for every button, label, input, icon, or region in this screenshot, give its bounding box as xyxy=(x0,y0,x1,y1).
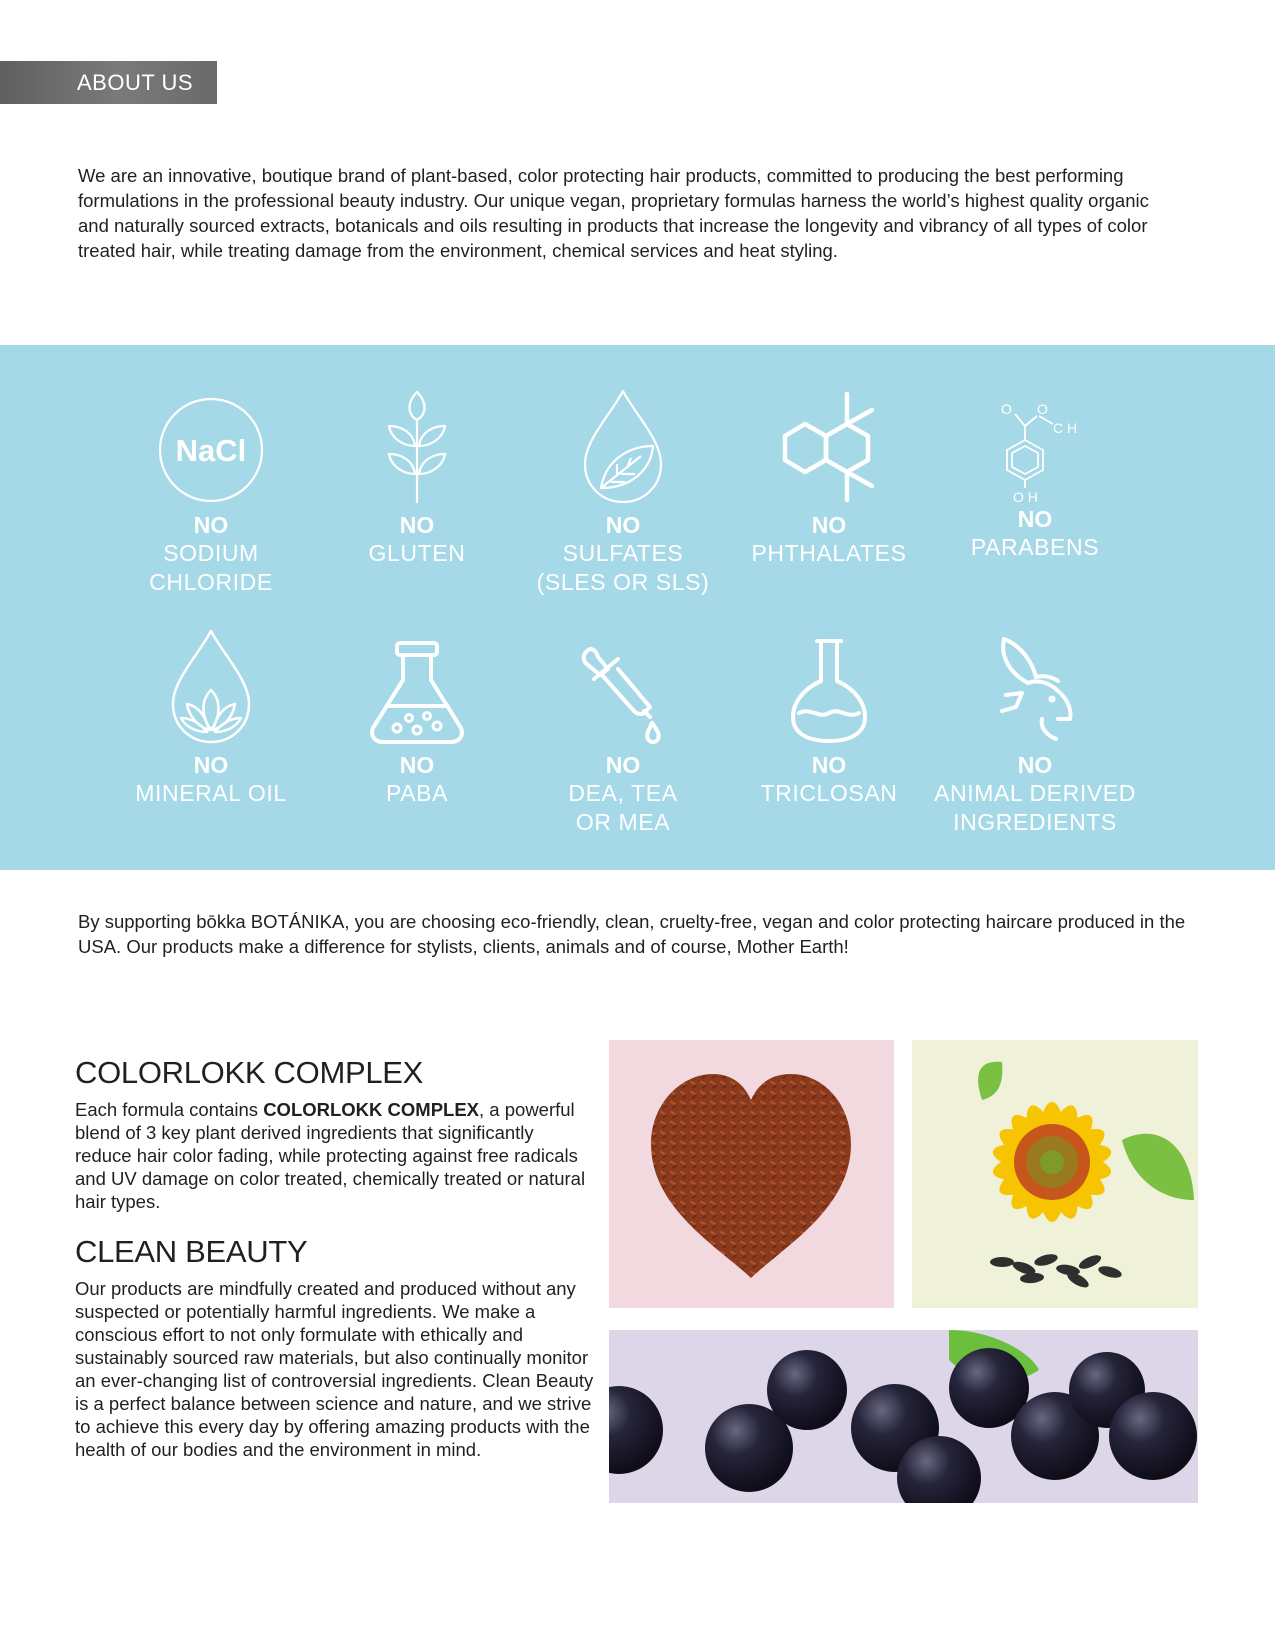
svg-text:O: O xyxy=(1001,401,1012,417)
feature-no: NO xyxy=(1017,506,1053,532)
nacl-icon xyxy=(156,395,266,505)
feature-no: NO xyxy=(399,512,435,538)
svg-text:C H: C H xyxy=(1053,420,1078,436)
paraben-structure-icon xyxy=(987,400,1083,505)
feature-no-phthalates xyxy=(724,388,934,568)
feature-label: SULFATES (SLES OR SLS) xyxy=(536,540,710,595)
clean-beauty-title: CLEAN BEAUTY xyxy=(75,1234,308,1269)
feature-no-triclosan xyxy=(724,637,934,808)
round-flask-icon xyxy=(789,637,869,745)
rabbit-icon xyxy=(992,635,1078,745)
feature-no-sodium-chloride xyxy=(106,395,316,597)
outro-paragraph: By supporting bōkka BOTÁNIKA, you are choosing eco-friendly, clean, cruelty-free, vegan and color protecting haircare produced in the USA. Our products make a difference for stylists, clients, animals and of course, Mother Earth! xyxy=(78,911,1186,957)
feature-label: DEA, TEA OR MEA xyxy=(568,780,678,835)
feature-label: PHTHALATES xyxy=(751,540,907,566)
colorlokk-body: Each formula contains COLORLOKK COMPLEX, a powerful blend of 3 key plant derived ingredients that significantly reduce hair color fading, while protecting against free radicals and UV damage on color treated, chemically treated or natural hair types. xyxy=(75,1099,586,1212)
feature-label: MINERAL OIL xyxy=(135,780,287,806)
leaf-drop-icon xyxy=(581,388,665,505)
feature-no-mineral-oil xyxy=(106,628,316,808)
sunflower-image xyxy=(912,1040,1198,1308)
rooibos-heart-image xyxy=(609,1040,894,1308)
feature-no-paba xyxy=(312,640,522,808)
feature-no: NO xyxy=(1017,752,1053,778)
feature-no: NO xyxy=(811,752,847,778)
feature-label: ANIMAL DERIVED INGREDIENTS xyxy=(934,780,1136,835)
dropper-icon xyxy=(578,645,668,745)
feature-label: PABA xyxy=(385,780,449,806)
section-header-label: ABOUT US xyxy=(77,69,194,95)
feature-no: NO xyxy=(399,752,435,778)
feature-no-parabens xyxy=(930,400,1140,562)
feature-label: TRICLOSAN xyxy=(760,780,898,806)
feature-no: NO xyxy=(193,752,229,778)
svg-text:NaCl: NaCl xyxy=(175,433,247,468)
svg-text:O: O xyxy=(1037,401,1048,417)
feature-no-animal-derived xyxy=(930,635,1140,837)
feature-no: NO xyxy=(605,752,641,778)
svg-text:O H: O H xyxy=(1013,489,1038,505)
feature-label: SODIUM CHLORIDE xyxy=(149,540,273,595)
molecule-icon xyxy=(774,388,884,505)
feature-label: PARABENS xyxy=(970,534,1100,560)
feature-no: NO xyxy=(193,512,229,538)
colorlokk-title: COLORLOKK COMPLEX xyxy=(75,1055,424,1090)
feature-label: GLUTEN xyxy=(368,540,466,566)
feature-no: NO xyxy=(811,512,847,538)
free-from-band xyxy=(0,345,1275,870)
feature-no-gluten xyxy=(312,388,522,568)
feature-no-dea-tea-mea xyxy=(518,645,728,837)
feature-no-sulfates xyxy=(518,388,728,597)
intro-paragraph: We are an innovative, boutique brand of plant-based, color protecting hair products, committed to producing the best performing formulations in the professional beauty industry. Our unique vegan, proprietary formulas harness the world’s highest quality organic and naturally sourced extracts, botanicals and oils resulting in products that increase the longevity and vibrancy of all types of color treated hair, while treating damage from the environment, chemical services and heat styling. xyxy=(78,165,1149,261)
flask-icon xyxy=(367,640,467,745)
section-header-tab xyxy=(0,61,217,104)
oil-drop-lotus-icon xyxy=(169,628,253,745)
wheat-icon xyxy=(377,388,457,505)
colorlokk-bold: COLORLOKK COMPLEX xyxy=(263,1099,480,1120)
blackcurrant-image xyxy=(609,1330,1198,1503)
clean-beauty-body: Our products are mindfully created and produced without any suspected or potentially harmful ingredients. We make a conscious effort to not only formulate with ethically and sustainably sourced raw materials, but also continually monitor an ever-changing list of controversial ingredients. Clean Beauty is a perfect balance between science and nature, and we strive to achieve this every day by offering amazing products with the health of our bodies and the environment in mind. xyxy=(75,1278,594,1460)
feature-no: NO xyxy=(605,512,641,538)
